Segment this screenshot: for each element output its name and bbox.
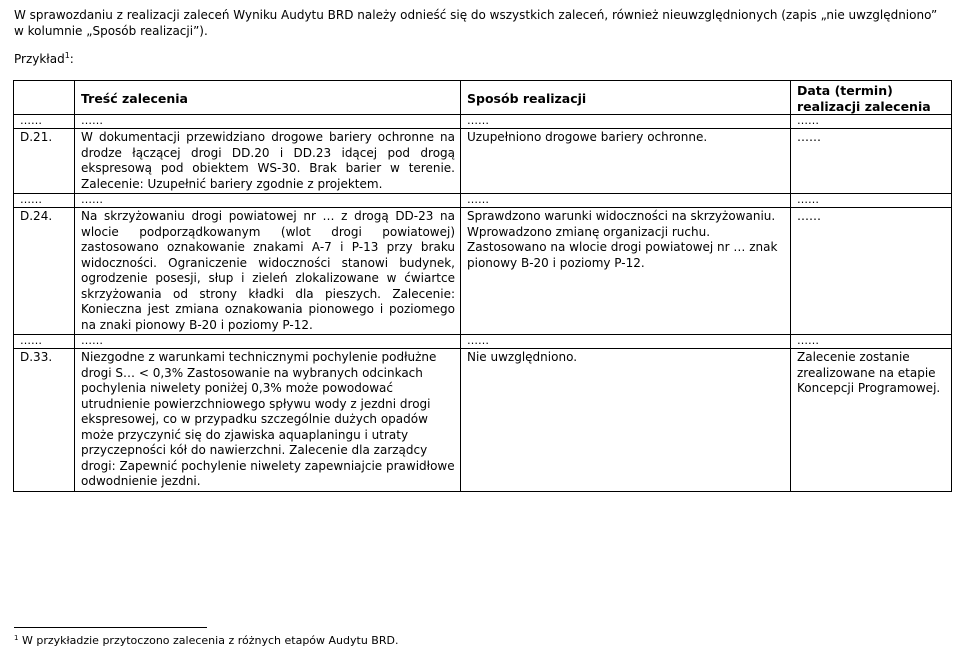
table-row xyxy=(14,129,952,194)
header-id xyxy=(14,81,75,115)
cell-date: Zalecenie zostanie zrealizowane na etapie Koncepcji Programowej. xyxy=(791,349,952,492)
example-label-text: Przykład xyxy=(14,52,65,66)
table-header-row xyxy=(14,81,952,115)
intro-paragraph: W sprawozdaniu z realizacji zaleceń Wyniku Audytu BRD należy odnieść się do wszystkich zaleceń, również nieuwzględnionych (zapis „nie uwzględniono” w kolumnie „Sposób realizacji”). xyxy=(14,8,938,38)
cell-method: Sprawdzono warunki widoczności na skrzyżowaniu. Wprowadzono zmianę organizacji ruchu. Zastosowano na wlocie drogi powiatowej nr … znak pionowy B-20 i poziomy P-12. xyxy=(461,208,791,335)
cell-method: Uzupełniono drogowe bariery ochronne. xyxy=(461,129,791,194)
table-row xyxy=(14,208,952,335)
cell-id: …… xyxy=(14,115,75,129)
cell-date: …… xyxy=(791,208,952,335)
cell-content: W dokumentacji przewidziano drogowe bariery ochronne na drodze łączącej drogi DD.20 i DD.23 idącej pod drogą ekspresową pod obiektem WS-30. Brak barier w terenie. Zalecenie: Uzupełnić bariery zgodnie z projektem. xyxy=(75,129,461,194)
cell-id: D.21. xyxy=(14,129,75,194)
footnote-separator xyxy=(14,627,207,628)
cell-id: …… xyxy=(14,194,75,208)
cell-method: …… xyxy=(461,194,791,208)
cell-date: …… xyxy=(791,115,952,129)
example-label-suffix: : xyxy=(69,52,74,66)
cell-content: Na skrzyżowaniu drogi powiatowej nr … z drogą DD-23 na wlocie podporządkowanym (wlot drogi powiatowej) zastosowano oznakowanie znakami A-7 i P-13 przy braku widoczności. Ograniczenie widoczności stanowi budynek, ogrodzenie posesji, słup i zieleń zlokalizowane w ćwiartce skrzyżowania od strony kładki dla pieszych. Zalecenie: Konieczna jest zmiana oznakowania pionowego i poziomego na znaki pionowy B-20 i poziomy P-12. xyxy=(75,208,461,335)
cell-content: Niezgodne z warunkami technicznymi pochylenie podłużne drogi S… < 0,3% Zastosowanie na wybranych odcinkach pochylenia niwelety poniżej 0,3% może powodować utrudnienie powierzchniowego spływu wody z jezdni drogi ekspresowej, co w przypadku szczególnie dużych opadów może przyczynić się do zjawiska aquaplaningu i utraty przyczepności kół do nawierzchni. Zalecenie dla zarządcy drogi: Zapewnić pochylenie niwelety zapewniajcie prawidłowe odwodnienie jezdni. xyxy=(75,349,461,492)
header-date: Data (termin) realizacji zalecenia xyxy=(791,81,952,115)
cell-content: …… xyxy=(75,194,461,208)
header-content: Treść zalecenia xyxy=(75,81,461,115)
footnote-text: W przykładzie przytoczono zalecenia z różnych etapów Audytu BRD. xyxy=(18,634,399,647)
footnote-number: 1 xyxy=(14,634,19,642)
table-row xyxy=(14,115,952,129)
cell-id: D.33. xyxy=(14,349,75,492)
header-method: Sposób realizacji xyxy=(461,81,791,115)
table-row xyxy=(14,194,952,208)
cell-date: …… xyxy=(791,335,952,349)
footnote xyxy=(14,634,398,648)
cell-content: …… xyxy=(75,115,461,129)
cell-id: …… xyxy=(14,335,75,349)
cell-method: Nie uwzględniono. xyxy=(461,349,791,492)
recommendations-table xyxy=(13,80,952,492)
cell-id: D.24. xyxy=(14,208,75,335)
cell-method: …… xyxy=(461,115,791,129)
footnote-reference[interactable]: 1 xyxy=(64,51,70,60)
cell-method: …… xyxy=(461,335,791,349)
cell-content: …… xyxy=(75,335,461,349)
example-label xyxy=(14,52,74,68)
cell-date: …… xyxy=(791,129,952,194)
cell-date: …… xyxy=(791,194,952,208)
table-row xyxy=(14,349,952,492)
table-row xyxy=(14,335,952,349)
